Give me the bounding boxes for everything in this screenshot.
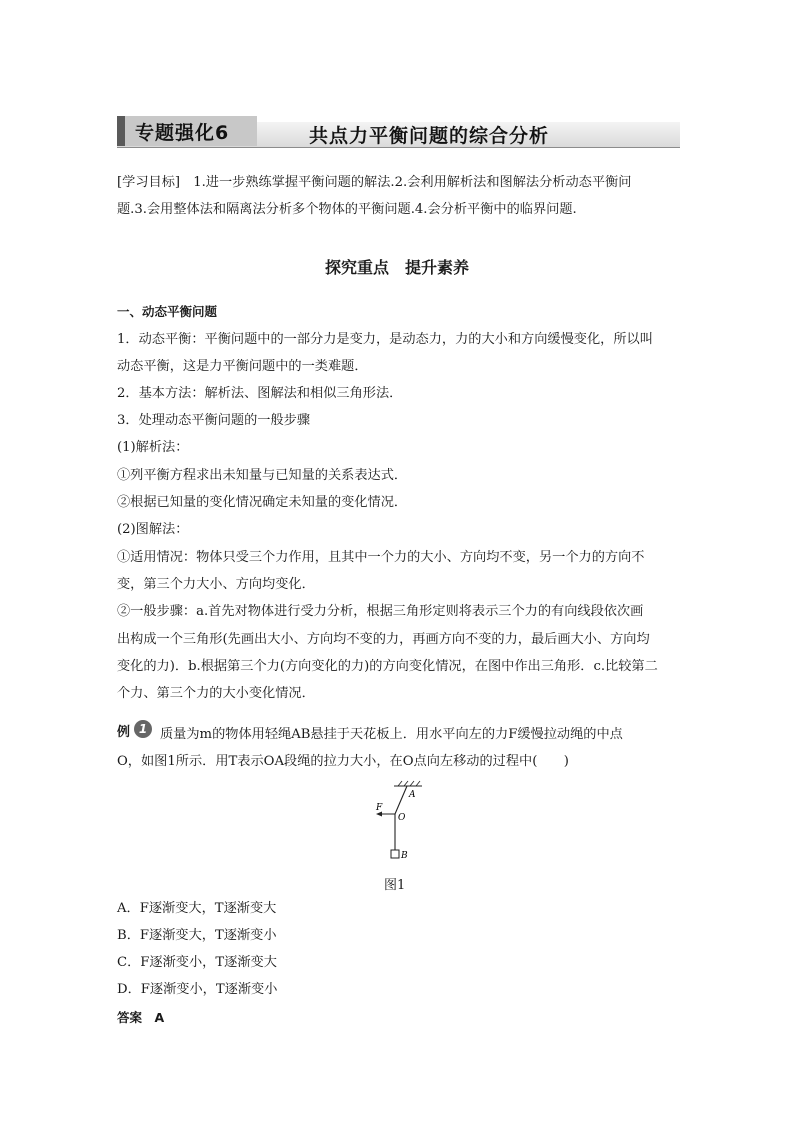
- part1-item1-line2: 动态平衡，这是力平衡问题中的一类难题．: [117, 359, 368, 374]
- topic-header: [117, 114, 680, 154]
- part1-heading: 一、动态平衡问题: [117, 304, 218, 319]
- example-line-2: O，如图1所示．用T表示OA段绳的拉力大小，在O点向左移动的过程中( ): [117, 754, 569, 769]
- part1-sub2-b-line3: 变化的力)．b.根据第三个力(方向变化的力)的方向变化情况，在图中作出三角形．c.比较第二: [117, 659, 658, 674]
- part1-sub1-a: ①列平衡方程求出未知量与已知量的关系表达式．: [117, 468, 408, 483]
- option-d: D．F逐渐变小，T逐渐变小: [117, 982, 278, 997]
- part1-item1-line1: 1．动态平衡：平衡问题中的一部分力是变力，是动态力，力的大小和方向缓慢变化，所以叫: [117, 332, 653, 347]
- part1-sub2-b-line1: ②一般步骤：a.首先对物体进行受力分析，根据三角形定则将表示三个力的有向线段依次画: [117, 604, 644, 619]
- part1-sub2-title: (2)图解法：: [117, 522, 189, 537]
- part1-sub2-a-line1: ①适用情况：物体只受三个力作用，且其中一个力的大小、方向均不变，另一个力的方向不: [117, 550, 645, 565]
- part1-sub2-a-line2: 变，第三个力大小、方向均变化．: [117, 577, 315, 592]
- mass-block: [391, 850, 399, 858]
- figure-rope-diagram: [368, 778, 438, 868]
- part1-sub1-title: (1)解析法：: [117, 440, 189, 455]
- header-tag-accent: [117, 116, 125, 146]
- rope-diagram-svg: [368, 778, 438, 868]
- figure-caption: 图1: [384, 878, 406, 893]
- option-b: B．F逐渐变大，T逐渐变小: [117, 928, 277, 943]
- option-a: A．F逐渐变大，T逐渐变大: [117, 901, 277, 916]
- option-c: C．F逐渐变小，T逐渐变大: [117, 955, 277, 970]
- figure-label-F: F: [376, 803, 383, 813]
- example-number: 1: [134, 720, 152, 738]
- page-title: 共点力平衡问题的综合分析: [309, 125, 550, 147]
- example-line-1: 质量为m的物体用轻绳AB悬挂于天花板上．用水平向左的力F缓慢拉动绳的中点: [160, 727, 623, 742]
- ceiling-hatch: [398, 781, 420, 786]
- rope-segment-OA: [395, 786, 407, 814]
- figure-label-A: A: [409, 790, 416, 800]
- figure-label-B: B: [401, 851, 408, 861]
- part1-sub2-b-line2: 出构成一个三角形(先画出大小、方向均不变的力，再画方向不变的力，最后画大小、方向均: [117, 632, 650, 647]
- part1-sub2-b-line4: 个力、第三个力的大小变化情况．: [117, 686, 315, 701]
- part1-item2: 2．基本方法：解析法、图解法和相似三角形法．: [117, 386, 403, 401]
- answer: 答案 A: [117, 1010, 165, 1025]
- objectives-line-2: 题.3.会用整体法和隔离法分析多个物体的平衡问题.4.会分析平衡中的临界问题.: [117, 202, 577, 217]
- example-label: 例: [117, 725, 131, 740]
- section-title: 探究重点 提升素养: [324, 258, 469, 277]
- objectives-line-1: [学习目标] 1.进一步熟练掌握平衡问题的解法.2.会利用解析法和图解法分析动态平衡问: [117, 175, 632, 190]
- part1-item3: 3．处理动态平衡问题的一般步骤: [117, 413, 311, 428]
- part1-sub1-b: ②根据已知量的变化情况确定未知量的变化情况．: [117, 495, 408, 510]
- figure-label-O: O: [398, 813, 406, 823]
- header-tag-label: 专题强化6: [135, 122, 230, 144]
